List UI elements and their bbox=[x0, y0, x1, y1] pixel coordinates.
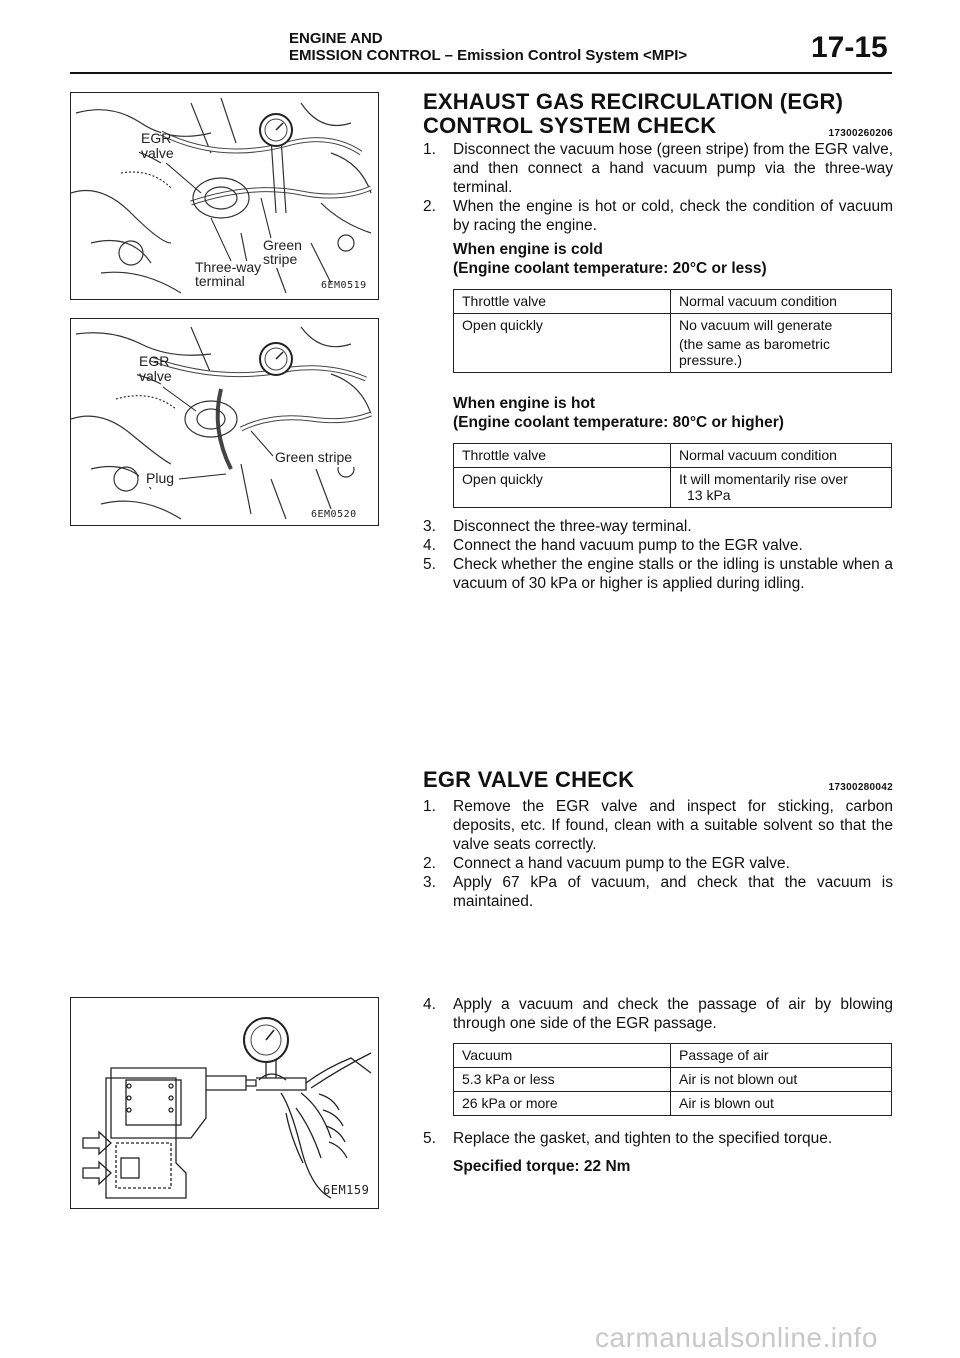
step-text: Apply a vacuum and check the passage of air by blowing through one side of the EGR passage. bbox=[453, 996, 893, 1032]
step-text: Disconnect the three-way terminal. bbox=[453, 518, 692, 535]
engine-illustration-1 bbox=[71, 93, 378, 299]
table-cell-line: 13 kPa bbox=[687, 487, 731, 503]
table-cell: 26 kPa or more bbox=[454, 1092, 671, 1116]
step-item bbox=[423, 854, 893, 873]
table-cell bbox=[671, 468, 892, 508]
table-header-row bbox=[454, 444, 892, 468]
step-number: 4. bbox=[423, 996, 436, 1013]
step-text: Replace the gasket, and tighten to the specified torque. bbox=[453, 1130, 833, 1147]
figure-egr-system-plug bbox=[70, 318, 379, 526]
label-green-stripe: Green stripe bbox=[275, 449, 353, 465]
step-item bbox=[423, 797, 893, 854]
label-egr: EGR bbox=[139, 353, 170, 369]
figure-code: 6EM0520 bbox=[311, 509, 357, 520]
table-cell-line: No vacuum will generate bbox=[679, 317, 833, 333]
section-title-text: CONTROL SYSTEM CHECK bbox=[423, 113, 717, 138]
table-header-cell: Throttle valve bbox=[454, 444, 671, 468]
table-cell: Open quickly bbox=[454, 468, 671, 508]
figure-egr-system-hose bbox=[70, 92, 379, 300]
step-item bbox=[423, 873, 893, 911]
vacuum-air-table bbox=[453, 1043, 892, 1116]
table-header-cell: Normal vacuum condition bbox=[671, 444, 892, 468]
step-number: 5. bbox=[423, 1130, 436, 1147]
step-text: Apply 67 kPa of vacuum, and check that the vacuum is maintained. bbox=[453, 874, 893, 910]
table-cell-line: (the same as barometric pressure.) bbox=[679, 336, 830, 368]
label-green: Green bbox=[263, 237, 302, 253]
label-plug: Plug bbox=[146, 470, 175, 486]
section-title-egr-valve bbox=[423, 768, 893, 792]
step-text: Connect a hand vacuum pump to the EGR valve. bbox=[453, 855, 790, 872]
step-item bbox=[423, 536, 893, 555]
table-row bbox=[454, 1068, 892, 1092]
step-number: 5. bbox=[423, 556, 436, 573]
figure-code: 6EM0519 bbox=[321, 280, 367, 291]
hot-table bbox=[453, 443, 892, 508]
watermark: carmanualsonline.info bbox=[595, 1322, 878, 1353]
step-number: 3. bbox=[423, 518, 436, 535]
step-item bbox=[423, 995, 893, 1033]
step-text: Connect the hand vacuum pump to the EGR valve. bbox=[453, 537, 803, 554]
table-cell bbox=[671, 314, 892, 373]
step-number: 1. bbox=[423, 798, 436, 815]
section2-step5 bbox=[423, 1129, 893, 1148]
step-item bbox=[423, 517, 893, 536]
section-title-egr-system-line1: EXHAUST GAS RECIRCULATION (EGR) bbox=[423, 89, 844, 114]
table-row bbox=[454, 1092, 892, 1116]
step-number: 4. bbox=[423, 537, 436, 554]
step-item bbox=[423, 197, 893, 235]
label-stripe: stripe bbox=[263, 251, 298, 267]
table-cell: Open quickly bbox=[454, 314, 671, 373]
table-cell-line: It will momentarily rise over bbox=[679, 471, 848, 487]
section2-step4 bbox=[423, 995, 893, 1033]
cold-heading-line1: When engine is cold bbox=[453, 241, 603, 258]
table-header-cell: Passage of air bbox=[671, 1044, 892, 1068]
cold-heading-line2: (Engine coolant temperature: 20°C or less) bbox=[453, 260, 767, 277]
step-number: 2. bbox=[423, 855, 436, 872]
table-row bbox=[454, 314, 892, 373]
header-rule bbox=[70, 72, 892, 74]
section-title-egr-system-line2 bbox=[423, 114, 893, 138]
section1-steps-continued bbox=[423, 517, 893, 593]
cold-heading bbox=[453, 240, 923, 278]
specified-torque: Specified torque: 22 Nm bbox=[453, 1158, 631, 1175]
step-text: Remove the EGR valve and inspect for sticking, carbon deposits, etc. If found, clean with a suitable solvent so that the valve seats correctly. bbox=[453, 798, 893, 853]
table-cell: 5.3 kPa or less bbox=[454, 1068, 671, 1092]
step-text: Disconnect the vacuum hose (green stripe) from the EGR valve, and then connect a hand vacuum pump via the three-way terminal. bbox=[453, 141, 893, 196]
hot-heading bbox=[453, 394, 923, 432]
label-valve: valve bbox=[141, 145, 174, 161]
step-text: Check whether the engine stalls or the idling is unstable when a vacuum of 30 kPa or higher is applied during idling. bbox=[453, 556, 893, 592]
label-terminal: terminal bbox=[195, 273, 245, 289]
engine-illustration-2 bbox=[71, 319, 378, 525]
step-item bbox=[423, 140, 893, 197]
hot-heading-line2: (Engine coolant temperature: 80°C or higher) bbox=[453, 414, 784, 431]
table-header-row bbox=[454, 290, 892, 314]
step-item bbox=[423, 1129, 893, 1148]
step-item bbox=[423, 555, 893, 593]
figure-egr-valve-test bbox=[70, 997, 379, 1209]
section-number: 17300280042 bbox=[828, 782, 893, 793]
figure-code: 6EM159 bbox=[323, 1183, 370, 1197]
section1-steps bbox=[423, 140, 893, 235]
label-valve: valve bbox=[139, 368, 172, 384]
table-row bbox=[454, 468, 892, 508]
section-title-text: EGR VALVE CHECK bbox=[423, 767, 635, 792]
hot-heading-line1: When engine is hot bbox=[453, 395, 596, 412]
step-text: When the engine is hot or cold, check the condition of vacuum by racing the engine. bbox=[453, 198, 893, 234]
table-header-cell: Throttle valve bbox=[454, 290, 671, 314]
label-three-way: Three-way bbox=[195, 259, 262, 275]
table-header-cell: Normal vacuum condition bbox=[671, 290, 892, 314]
table-cell: Air is not blown out bbox=[671, 1068, 892, 1092]
table-header-cell: Vacuum bbox=[454, 1044, 671, 1068]
step-number: 1. bbox=[423, 141, 436, 158]
table-header-row bbox=[454, 1044, 892, 1068]
step-number: 3. bbox=[423, 874, 436, 891]
table-cell: Air is blown out bbox=[671, 1092, 892, 1116]
section-number: 17300260206 bbox=[828, 128, 893, 139]
section2-steps bbox=[423, 797, 893, 911]
header-chapter: ENGINE AND bbox=[289, 30, 383, 47]
cold-table bbox=[453, 289, 892, 373]
header-section-title: EMISSION CONTROL – Emission Control System <MPI> bbox=[289, 47, 688, 64]
step-number: 2. bbox=[423, 198, 436, 215]
label-egr: EGR bbox=[141, 130, 172, 146]
page-number: 17-15 bbox=[811, 31, 888, 64]
egr-valve-illustration bbox=[71, 998, 378, 1208]
